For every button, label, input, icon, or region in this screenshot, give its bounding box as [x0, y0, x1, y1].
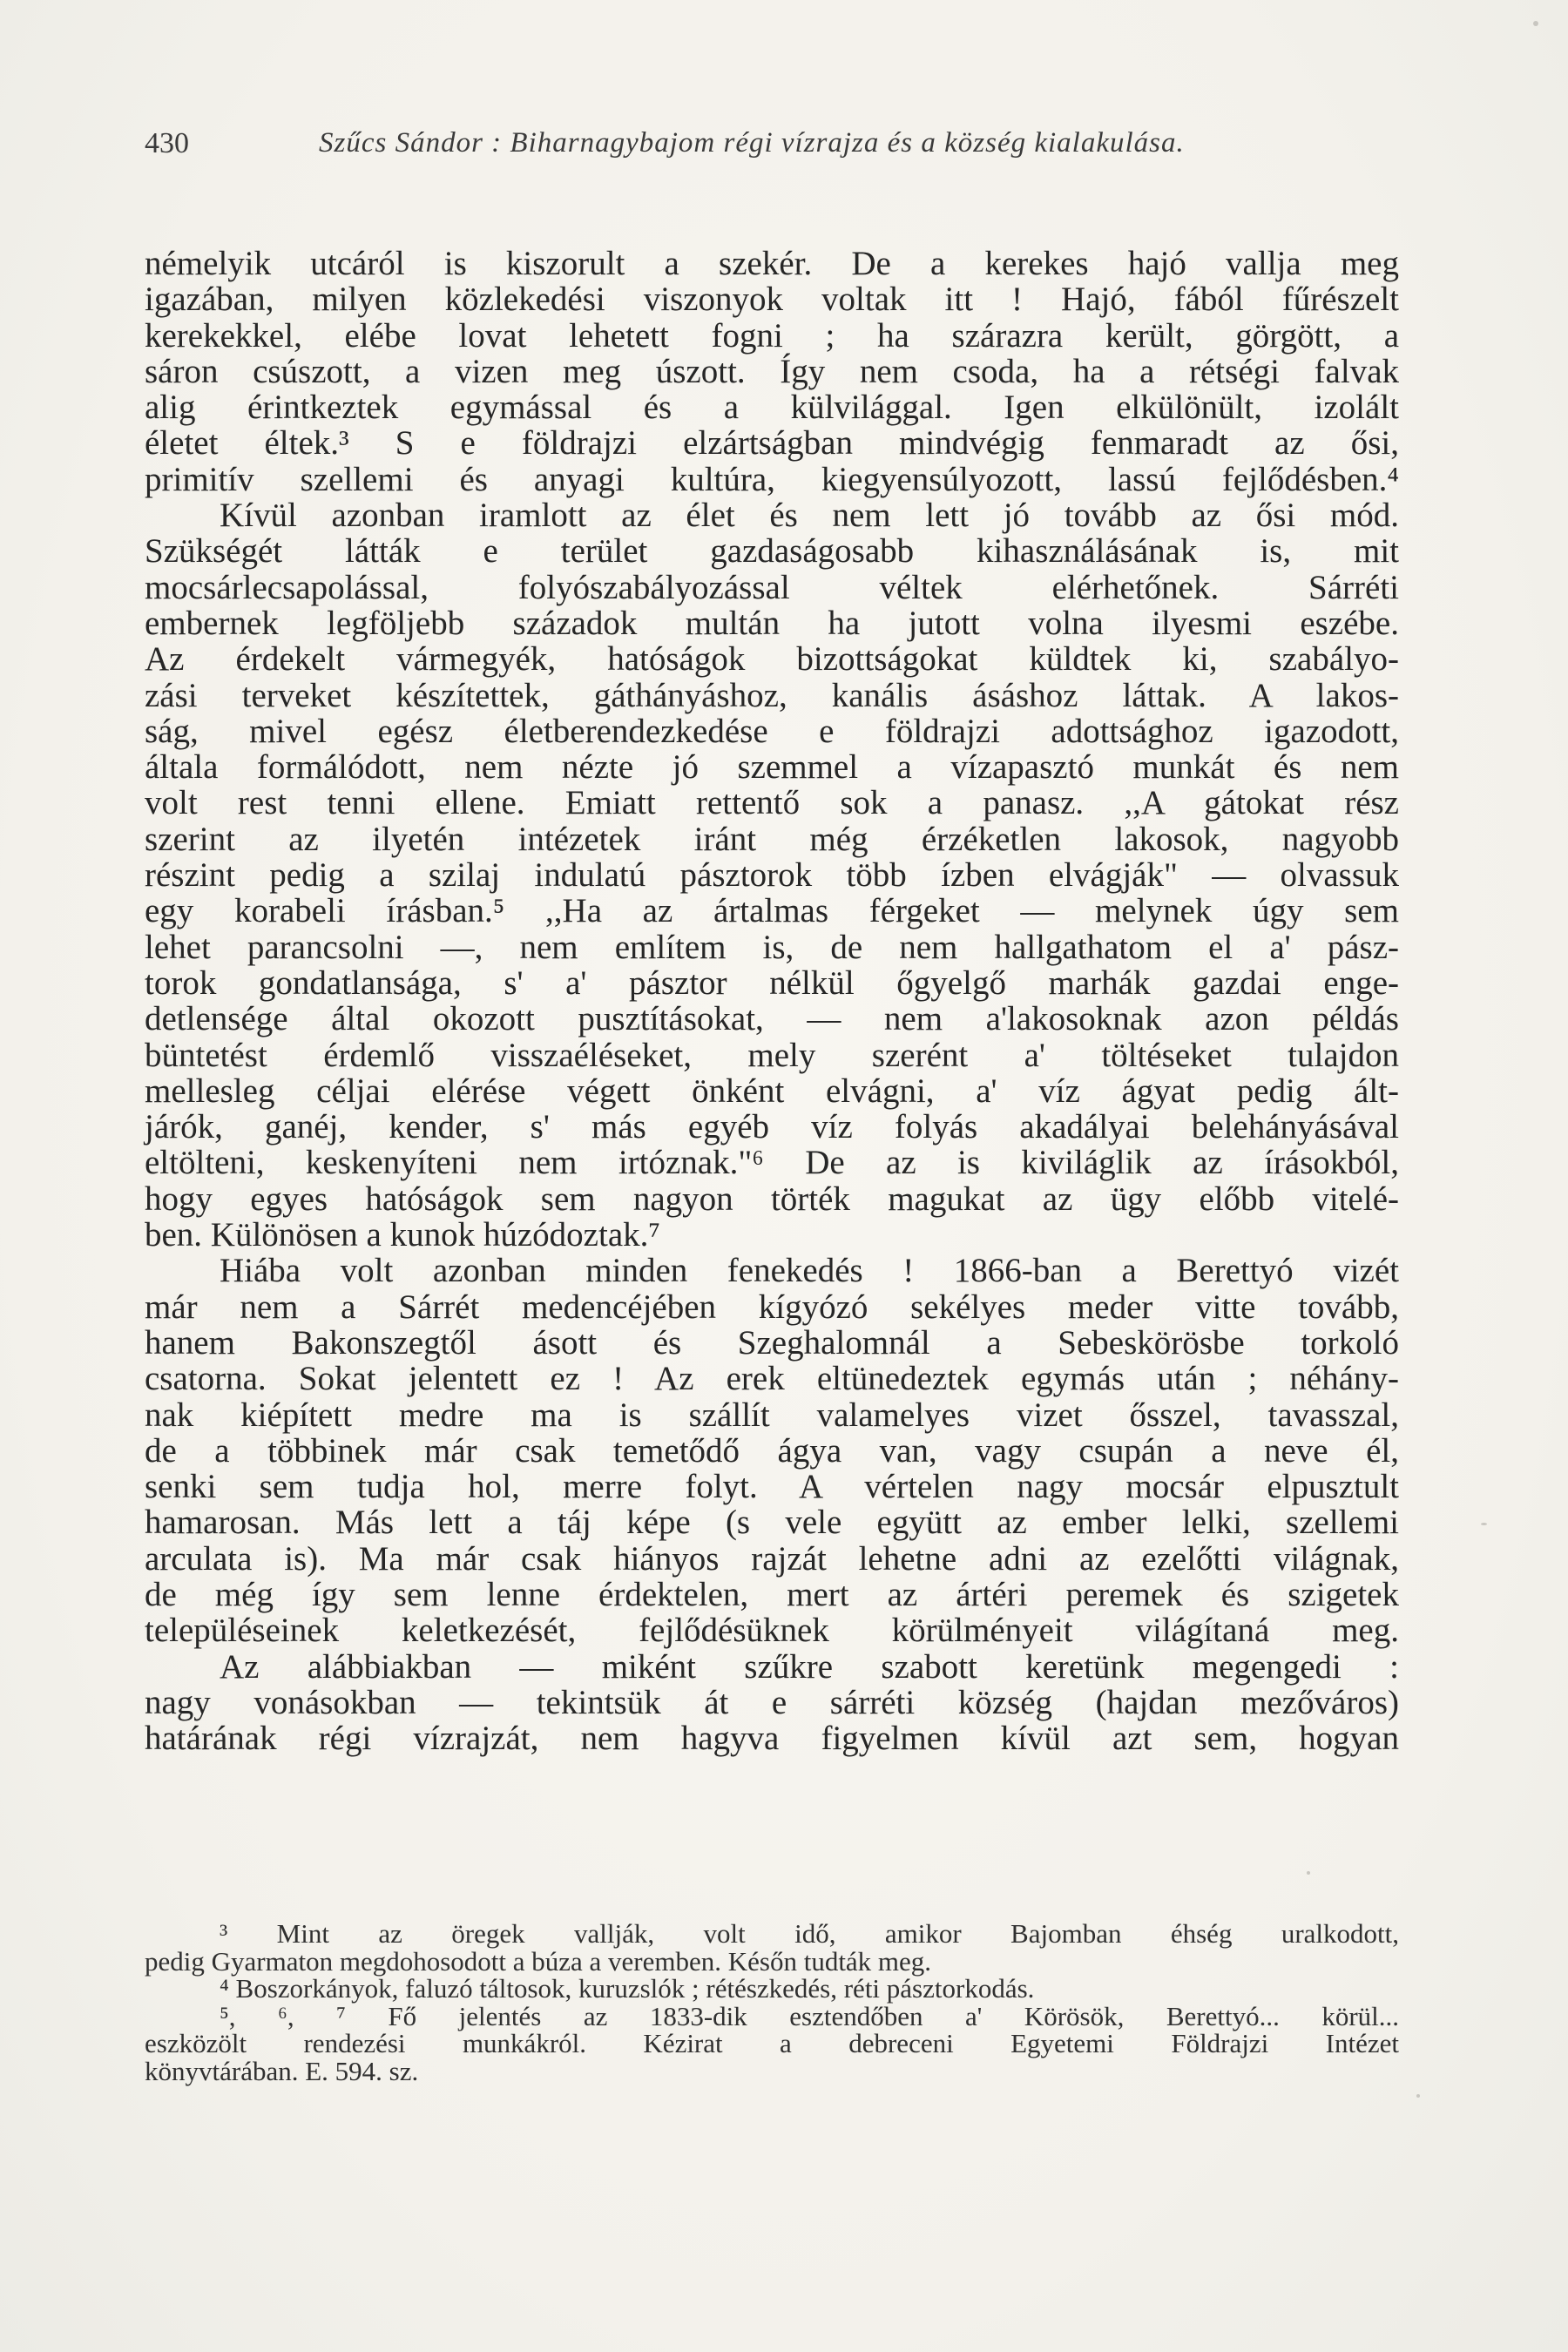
- body-text: [145, 246, 1399, 1756]
- text-line: Az alábbiakban — miként szűkre szabott keretünk megengedi :: [220, 1647, 1399, 1686]
- text-line: csatorna. Sokat jelentett ez ! Az erek eltünedeztek egymás után ; néhány-: [145, 1360, 1399, 1398]
- page-header: [145, 127, 1416, 179]
- text-line: eltölteni, keskenyíteni nem irtóznak."⁶ De az is kiviláglik az írásokból,: [145, 1144, 1399, 1182]
- text-line: nak kiépített medre ma is szállít valamelyes vizet ősszel, tavasszal,: [145, 1396, 1399, 1434]
- text-line: ság, mivel egész életberendezkedése e földrajzi adottsághoz igazodott,: [145, 712, 1399, 750]
- text-line: egy korabeli írásban.⁵ ,,Ha az ártalmas férgeket — melynek úgy sem: [145, 892, 1399, 930]
- paper-speck: [1533, 21, 1538, 26]
- text-line: részint pedig a szilaj indulatú pásztorok több ízben elvágják" — olvassuk: [145, 856, 1399, 895]
- text-line: mocsárlecsapolással, folyószabályozással véltek elérhetőnek. Sárréti: [145, 568, 1399, 606]
- paper-speck: [1416, 2094, 1420, 2098]
- text-line: mellesleg céljai elérése végett önként elvágni, a' víz ágyat pedig ált-: [145, 1071, 1399, 1110]
- text-line: kerekekkel, elébe lovat lehetett fogni ; ha szárazra került, görgött, a: [145, 316, 1399, 355]
- running-title: Szűcs Sándor : Biharnagybajom régi vízrajza és a község kialakulása.: [319, 127, 1185, 159]
- text-line: Szükségét látták e terület gazdaságosabb kihasználásának is, mit: [145, 532, 1399, 571]
- footnote-line: ⁵, ⁶, ⁷ Fő jelentés az 1833-dik esztendőben a' Körösök, Berettyó... körül...: [220, 2000, 1399, 2031]
- footnote-line: könyvtárában. E. 594. sz.: [145, 2055, 419, 2086]
- text-line: határának régi vízrajzát, nem hagyva figyelmen kívül azt sem, hogyan: [145, 1720, 1399, 1758]
- text-line: torok gondatlansága, s' a' pásztor nélkül őgyelgő marhák gazdai enge-: [145, 963, 1399, 1002]
- footnote-line: eszközölt rendezési munkákról. Kézirat a debreceni Egyetemi Földrajzi Intézet: [145, 2028, 1399, 2058]
- paper-speck: [1481, 1523, 1487, 1525]
- text-line: Az érdekelt vármegyék, hatóságok bizottságokat küldtek ki, szabályo-: [145, 640, 1399, 679]
- text-line: Kívül azonban iramlott az élet és nem lett jó tovább az ősi mód.: [220, 497, 1399, 535]
- footnote-line: pedig Gyarmaton megdohosodott a búza a veremben. Későn tudták meg.: [145, 1945, 932, 1977]
- text-line: detlensége által okozott pusztításokat, — nem a'lakosoknak azon példás: [145, 1000, 1399, 1038]
- text-line: sáron csúszott, a vizen meg úszott. Így nem csoda, ha a rétségi falvak: [145, 352, 1399, 390]
- text-line: embernek legföljebb századok multán ha jutott volna ilyesmi eszébe.: [145, 604, 1399, 642]
- text-line: már nem a Sárrét medencéjében kígyózó sekélyes meder vitte tovább,: [145, 1288, 1399, 1326]
- footnote-line: ³ Mint az öregek vallják, volt idő, amikor Bajomban éhség uralkodott,: [220, 1918, 1399, 1949]
- text-line: de a többinek már csak temetődő ágya van, vagy csupán a neve él,: [145, 1431, 1399, 1470]
- text-line: nagy vonásokban — tekintsük át e sárréti község (hajdan mezőváros): [145, 1683, 1399, 1721]
- text-line: életet éltek.³ S e földrajzi elzártságban mindvégig fenmaradt az ősi,: [145, 424, 1399, 463]
- text-line: zási terveket készítettek, gáthányáshoz, kanális ásáshoz láttak. A lakos-: [145, 676, 1399, 714]
- text-line: hamarosan. Más lett a táj képe (s vele együtt az ember lelki, szellemi: [145, 1504, 1399, 1542]
- text-line: igazában, milyen közlekedési viszonyok voltak itt ! Hajó, fából fűrészelt: [145, 280, 1399, 319]
- text-line: ben. Különösen a kunok húzódoztak.⁷: [145, 1216, 660, 1254]
- text-line: arculata is). Ma már csak hiányos rajzát lehetne adni az ezelőtti világnak,: [145, 1539, 1399, 1578]
- text-line: de még így sem lenne érdektelen, mert az ártéri peremek és szigetek: [145, 1575, 1399, 1613]
- text-line: primitív szellemi és anyagi kultúra, kiegyensúlyozott, lassú fejlődésben.⁴: [145, 460, 1399, 498]
- text-line: senki sem tudja hol, merre folyt. A vértelen nagy mocsár elpusztult: [145, 1468, 1399, 1506]
- text-line: némelyik utcáról is kiszorult a szekér. De a kerekes hajó vallja meg: [145, 245, 1399, 282]
- text-line: büntetést érdemlő visszaéléseket, mely szerént a' töltéseket tulajdon: [145, 1036, 1399, 1074]
- text-line: lehet parancsolni —, nem említem is, de nem hallgathatom el a' pász-: [145, 928, 1399, 966]
- page-number: 430: [145, 127, 189, 159]
- text-line: általa formálódott, nem nézte jó szemmel a vízapasztó munkát és nem: [145, 748, 1399, 787]
- footnotes: [145, 1920, 1399, 2085]
- footnote-line: ⁴ Boszorkányok, faluzó táltosok, kuruzslók ; rétészkedés, réti pásztorkodás.: [220, 1973, 1035, 2004]
- text-line: hanem Bakonszegtől ásott és Szeghalomnál a Sebeskörösbe torkoló: [145, 1323, 1399, 1362]
- paper-speck: [1307, 1871, 1310, 1875]
- text-line: Hiába volt azonban minden fenekedés ! 1866-ban a Berettyó vizét: [220, 1252, 1399, 1290]
- text-line: járók, ganéj, kender, s' más egyéb víz folyás akadályai belehányásával: [145, 1108, 1399, 1146]
- text-line: alig érintkeztek egymással és a külvilággal. Igen elkülönült, izolált: [145, 389, 1399, 427]
- text-line: településeinek keletkezését, fejlődésüknek körülményeit világítaná meg.: [145, 1612, 1399, 1650]
- text-line: hogy egyes hatóságok sem nagyon törték magukat az ügy előbb vitelé-: [145, 1179, 1399, 1218]
- text-line: volt rest tenni ellene. Emiatt rettentő sok a panasz. ,,A gátokat rész: [145, 784, 1399, 822]
- text-line: szerint az ilyetén intézetek iránt még érzéketlen lakosok, nagyobb: [145, 820, 1399, 858]
